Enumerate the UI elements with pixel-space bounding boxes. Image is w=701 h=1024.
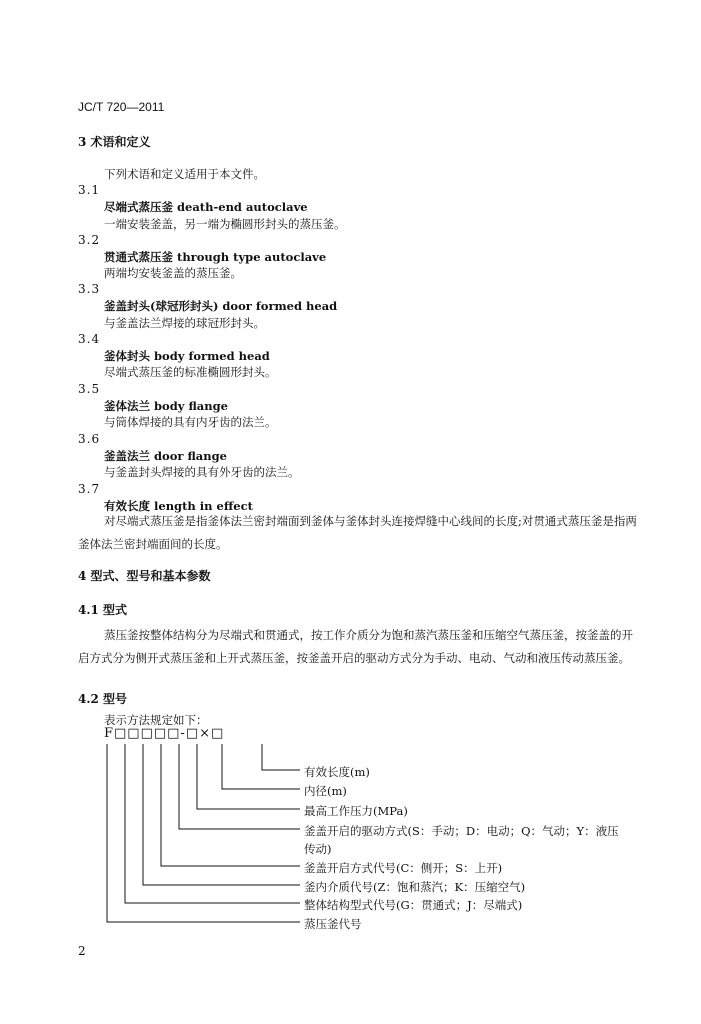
term-title: 釜体封头 body formed head: [104, 349, 270, 363]
bracket-line-autoclave: [107, 744, 300, 922]
bracket-line-length: [262, 744, 300, 770]
legend-item: 最高工作压力(MPa): [304, 804, 408, 818]
term-definition: 一端安装釜盖，另一端为椭圆形封头的蒸压釜。: [104, 217, 346, 231]
term-title: 釜盖封头(球冠形封头) door formed head: [104, 299, 338, 313]
section-3-heading: 3 术语和定义: [78, 135, 151, 149]
term-definition: 与筒体焊接的具有内牙齿的法兰。: [104, 415, 277, 429]
term-definition: 两端均安装釜盖的蒸压釜。: [104, 266, 242, 280]
section-4-1-text: 蒸压釜按整体结构分为尽端式和贯通式，按工作介质分为饱和蒸汽蒸压釜和压缩空气蒸压釜，按釜盖的开启方式分为侧开式蒸压釜和上开式蒸压釜，按釜盖开启的驱动方式分为手动、电动、气动和液压传动蒸压釜。: [78, 628, 633, 665]
legend-item: 蒸压釜代号: [304, 917, 362, 931]
term-title: 尽端式蒸压釜 death-end autoclave: [104, 200, 308, 214]
term-number: 3.7: [78, 482, 101, 496]
term-title: 釜盖法兰 door flange: [104, 449, 227, 463]
legend-item: 有效长度(m): [304, 765, 370, 779]
section-4-heading: 4 型式、型号和基本参数: [78, 569, 211, 583]
term-number: 3.2: [78, 233, 101, 247]
page-number: 2: [78, 944, 86, 958]
term-title: 有效长度 length in effect: [104, 499, 253, 513]
legend-item: 传动): [304, 842, 332, 856]
legend-item: 釜盖开启方式代号(C：侧开；S：上开): [304, 861, 503, 875]
bracket-line-pressure: [197, 744, 300, 809]
section-4-2-intro: 表示方法规定如下：: [104, 713, 208, 727]
term-number: 3.5: [78, 382, 101, 396]
term-number: 3.6: [78, 432, 101, 446]
bracket-line-opening: [161, 744, 300, 866]
term-title: 釜体法兰 body flange: [104, 399, 228, 413]
section-3-intro: 下列术语和定义适用于本文件。: [104, 167, 265, 181]
term-number: 3.1: [78, 183, 101, 197]
legend-item: 釜内介质代号(Z：饱和蒸汽；K：压缩空气): [304, 880, 526, 894]
term-title: 贯通式蒸压釜 through type autoclave: [104, 250, 327, 264]
term-number: 3.4: [78, 332, 101, 346]
term-definition: 与釜盖法兰焊接的球冠形封头。: [104, 316, 265, 330]
model-code-pattern: F□□□□□-□×□: [104, 726, 225, 741]
term-number: 3.3: [78, 282, 101, 296]
section-4-2-heading: 4.2 型号: [78, 692, 128, 706]
legend-item: 内径(m): [304, 784, 347, 798]
legend-item: 釜盖开启的驱动方式(S：手动；D：电动；Q：气动；Y：液压: [304, 824, 619, 838]
standard-code-header: JC/T 720—2011: [78, 100, 165, 114]
term-definition: 尽端式蒸压釜的标准椭圆形封头。: [104, 365, 277, 379]
term-definition: 与釜盖封头焊接的具有外牙齿的法兰。: [104, 465, 300, 479]
term-definition: 对尽端式蒸压釜是指釜体法兰密封端面到釜体与釜体封头连接焊缝中心线间的长度;对贯通式蒸压釜是指两釜体法兰密封端面间的长度。: [78, 514, 637, 551]
legend-item: 整体结构型式代号(G：贯通式；J：尽端式): [304, 898, 523, 912]
bracket-line-structure: [125, 744, 300, 903]
bracket-line-diameter: [222, 744, 300, 789]
section-4-1-heading: 4.1 型式: [78, 603, 128, 617]
